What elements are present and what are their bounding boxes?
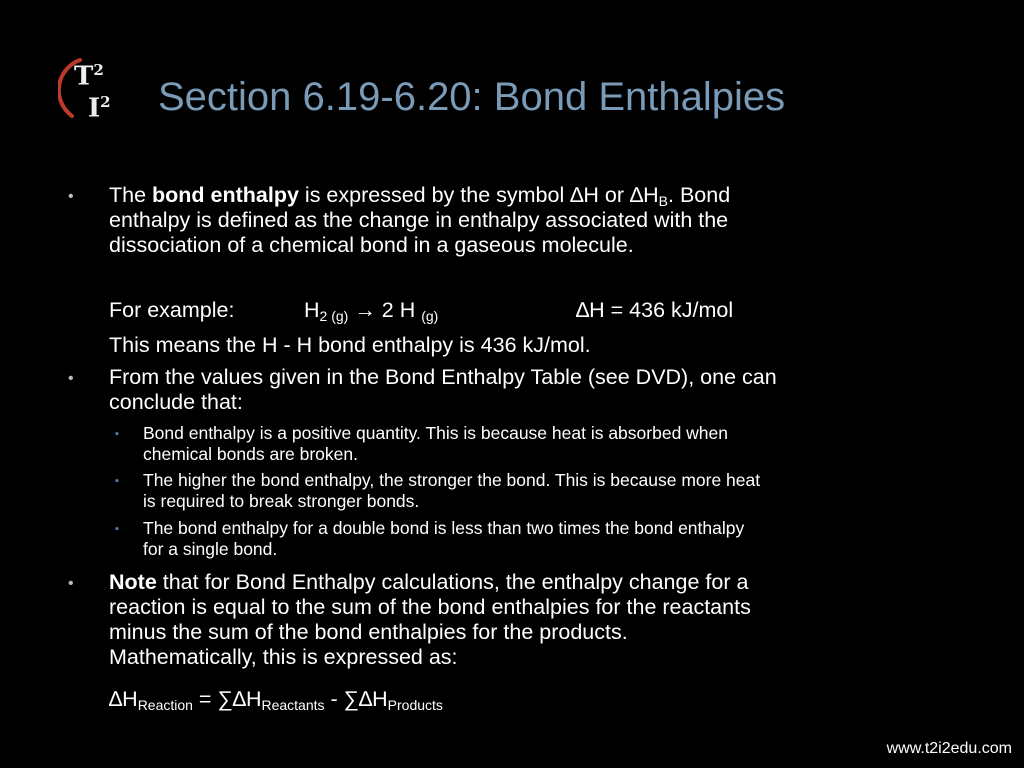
logo	[58, 52, 132, 126]
bullet-marker: •	[68, 188, 74, 205]
slide-title: Section 6.19-6.20: Bond Enthalpies	[158, 75, 786, 119]
sub-bullet-item: The bond enthalpy for a double bond is less than two times the bond enthalpy for a single bond.	[143, 518, 745, 559]
logo-text-t: $T^2$	[74, 61, 104, 92]
sub-bullet-item: The higher the bond enthalpy, the stronger the bond. This is because more heat is required to break stronger bonds.	[143, 470, 761, 511]
bullet-line: conclude that:	[109, 390, 243, 414]
arrow-icon: →	[354, 298, 376, 322]
bullet-line: From the values given in the Bond Enthalpy Table (see DVD), one can	[109, 365, 777, 389]
bullet-line: enthalpy is defined as the change in enthalpy associated with the	[109, 208, 729, 232]
example-equation: For example: $H_{2 (g)} \to 2$ H $_{(g)}$ ∆H = 436 kJ/mol	[109, 298, 734, 324]
sub-bullet-marker: ▪	[115, 523, 119, 535]
sub-bullet-item: Bond enthalpy is a positive quantity. This is because heat is absorbed when chemical bonds are broken.	[143, 423, 728, 464]
bullet-line: Note that for Bond Enthalpy calculations, the enthalpy change for a	[109, 570, 749, 594]
bullet-line: reaction is equal to the sum of the bond enthalpies for the reactants	[109, 595, 751, 619]
footer-url: www.t2i2edu.com	[886, 740, 1012, 757]
bullet-line: Mathematically, this is expressed as:	[109, 645, 458, 669]
bullet-line: minus the sum of the bond enthalpies for the products.	[109, 620, 628, 644]
bullet-bond-enthalpy	[109, 183, 969, 258]
bullet-conclusions	[109, 365, 969, 415]
sub-bullet-marker: ▪	[115, 428, 119, 440]
sub-bullet-marker: ▪	[115, 475, 119, 487]
bullet-line: dissociation of a chemical bond in a gaseous molecule.	[109, 233, 634, 257]
bullet-note	[109, 570, 969, 670]
example-meaning: This means the H - H bond enthalpy is 436 kJ/mol.	[109, 333, 591, 357]
bullet-marker: •	[68, 575, 74, 592]
enthalpy-formula: $\Delta H_{Reaction} = \sum\Delta H_{Reactants} - \sum\Delta H_{Products}$	[109, 687, 443, 713]
bullet-line: The bond enthalpy is expressed by the symbol ∆H or $\Delta H_B$. Bond	[109, 183, 731, 209]
logo-text-i: $I^2$	[88, 93, 111, 124]
bullet-marker: •	[68, 370, 74, 387]
